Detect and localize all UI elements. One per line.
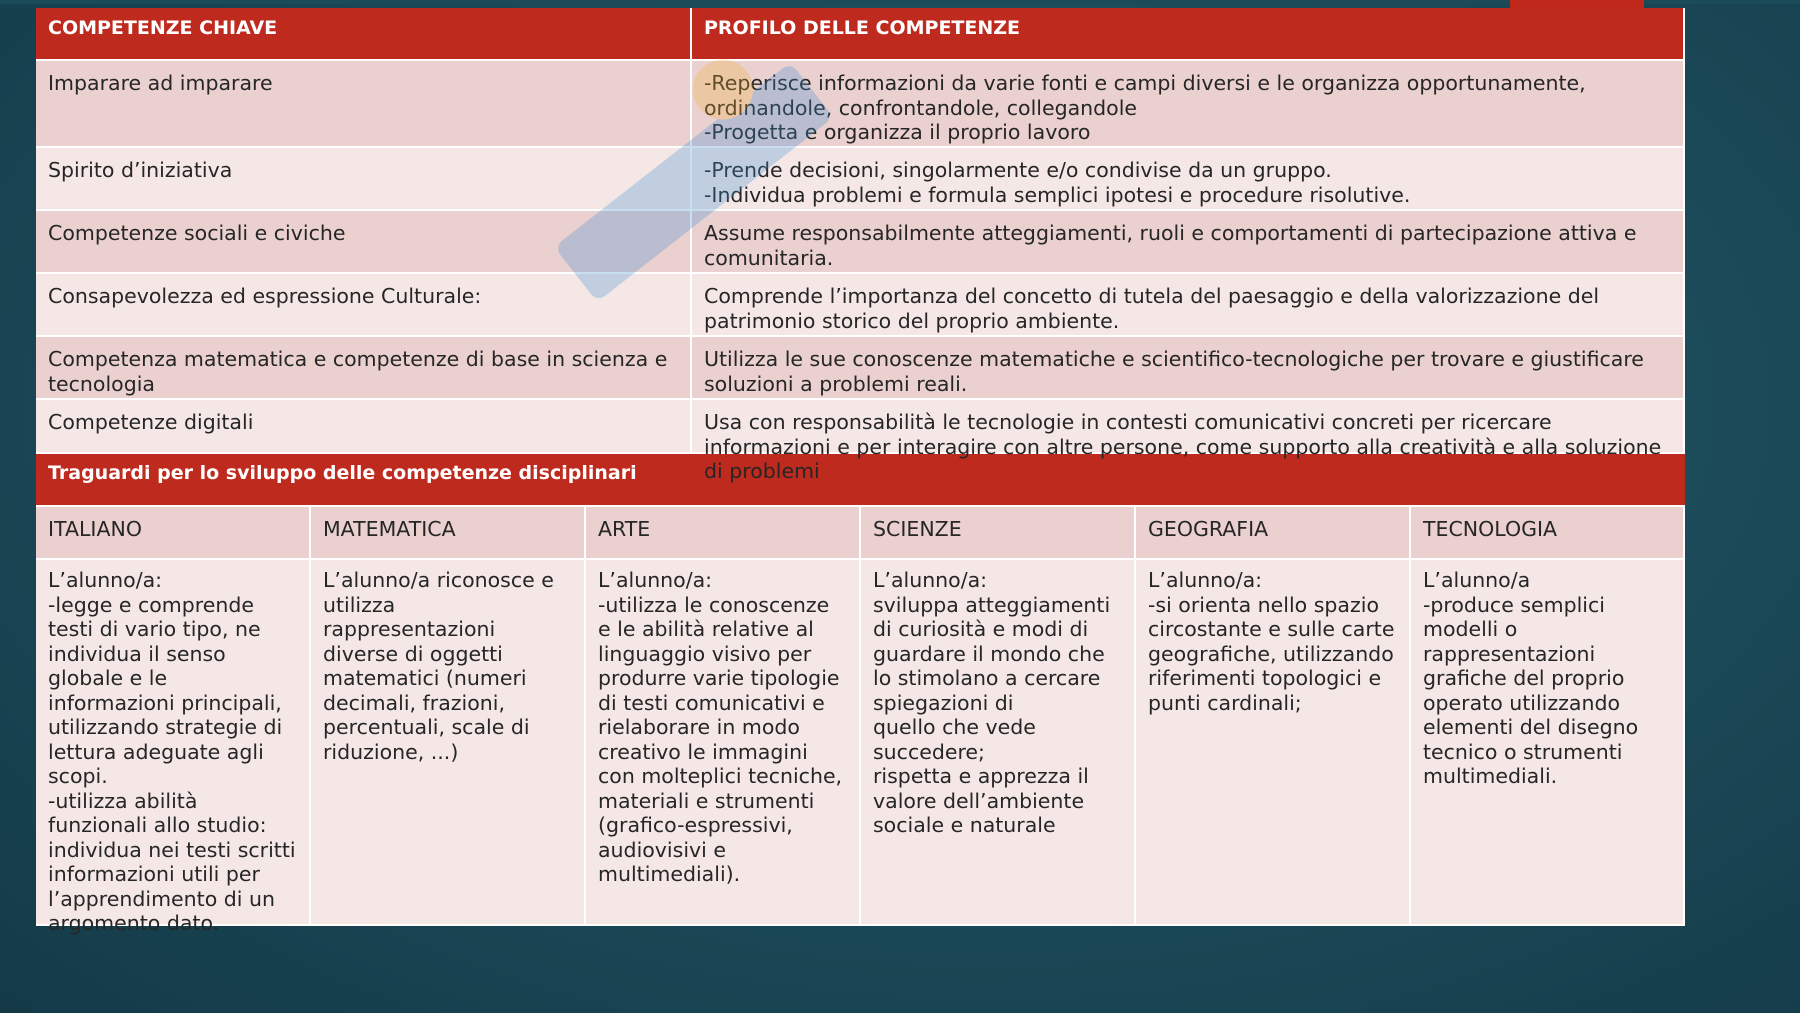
subject-header-arte: ARTE [586, 507, 861, 560]
subject-header-scienze: SCIENZE [861, 507, 1136, 560]
table-row-profile: -Reperisce informazioni da varie fonti e campi diversi e le organizza opportunamente, ordinandole, confrontandole, collegandole -Progetta e organizza il proprio lavoro [692, 61, 1685, 148]
table-row-key: Imparare ad imparare [36, 61, 692, 148]
table-row-key: Spirito d’iniziativa [36, 148, 692, 211]
table-row-key: Consapevolezza ed espressione Culturale: [36, 274, 692, 337]
subject-header-matematica: MATEMATICA [311, 507, 586, 560]
accent-bar [1510, 0, 1644, 8]
table-row-key: Competenze sociali e civiche [36, 211, 692, 274]
subject-header-tecnologia: TECNOLOGIA [1411, 507, 1685, 560]
subject-content-arte: L’alunno/a: -utilizza le conoscenze e le abilità relative al linguaggio visivo per produrre varie tipologie di testi comunicativi e rielaborare in modo creativo le immagini con molteplici tecniche, materiali e strumenti (grafico-espressivi, audiovisivi e multimediali). [586, 560, 861, 926]
subject-content-geografia: L’alunno/a: -si orienta nello spazio circostante e sulle carte geografiche, utilizzando riferimenti topologici e punti cardinali; [1136, 560, 1411, 926]
subject-content-tecnologia: L’alunno/a -produce semplici modelli o rappresentazioni grafiche del proprio operato utilizzando elementi del disegno tecnico o strumenti multimediali. [1411, 560, 1685, 926]
table-row-key: Competenza matematica e competenze di base in scienza e tecnologia [36, 337, 692, 400]
table-row-profile: Assume responsabilmente atteggiamenti, ruoli e comportamenti di partecipazione attiva e comunitaria. [692, 211, 1685, 274]
table-row-profile: -Prende decisioni, singolarmente e/o condivise da un gruppo. -Individua problemi e formula semplici ipotesi e procedure risolutive. [692, 148, 1685, 211]
subject-content-italiano: L’alunno/a: -legge e comprende testi di vario tipo, ne individua il senso globale e le informazioni principali, utilizzando strategie di lettura adeguate agli scopi. -utilizza abilità funzionali allo studio: individua nei testi scritti informazioni utili per l’apprendimento di un argomento dato. [36, 560, 311, 926]
table-row-profile: Comprende l’importanza del concetto di tutela del paesaggio e della valorizzazione del patrimonio storico del proprio ambiente. [692, 274, 1685, 337]
table-row-key: Competenze digitali [36, 400, 692, 454]
subject-header-italiano: ITALIANO [36, 507, 311, 560]
header-competence-profile: PROFILO DELLE COMPETENZE [692, 8, 1685, 61]
disciplinary-goals-title: Traguardi per lo sviluppo delle competenze disciplinari [36, 454, 1685, 507]
slide-content [36, 8, 1685, 935]
subjects-table [36, 507, 1685, 935]
subject-header-geografia: GEOGRAFIA [1136, 507, 1411, 560]
table-row-profile: Utilizza le sue conoscenze matematiche e scientifico-tecnologiche per trovare e giustificare soluzioni a problemi reali. [692, 337, 1685, 400]
subject-content-scienze: L’alunno/a: sviluppa atteggiamenti di curiosità e modi di guardare il mondo che lo stimolano a cercare spiegazioni di quello che vede succedere; rispetta e apprezza il valore dell’ambiente sociale e naturale [861, 560, 1136, 926]
header-key-competences: COMPETENZE CHIAVE [36, 8, 692, 61]
subject-content-matematica: L’alunno/a riconosce e utilizza rappresentazioni diverse di oggetti matematici (numeri decimali, frazioni, percentuali, scale di riduzione, ...) [311, 560, 586, 926]
table-row-profile: Usa con responsabilità le tecnologie in contesti comunicativi concreti per ricercare informazioni e per interagire con altre persone, come supporto alla creatività e alla soluzione di problemi [692, 400, 1685, 454]
